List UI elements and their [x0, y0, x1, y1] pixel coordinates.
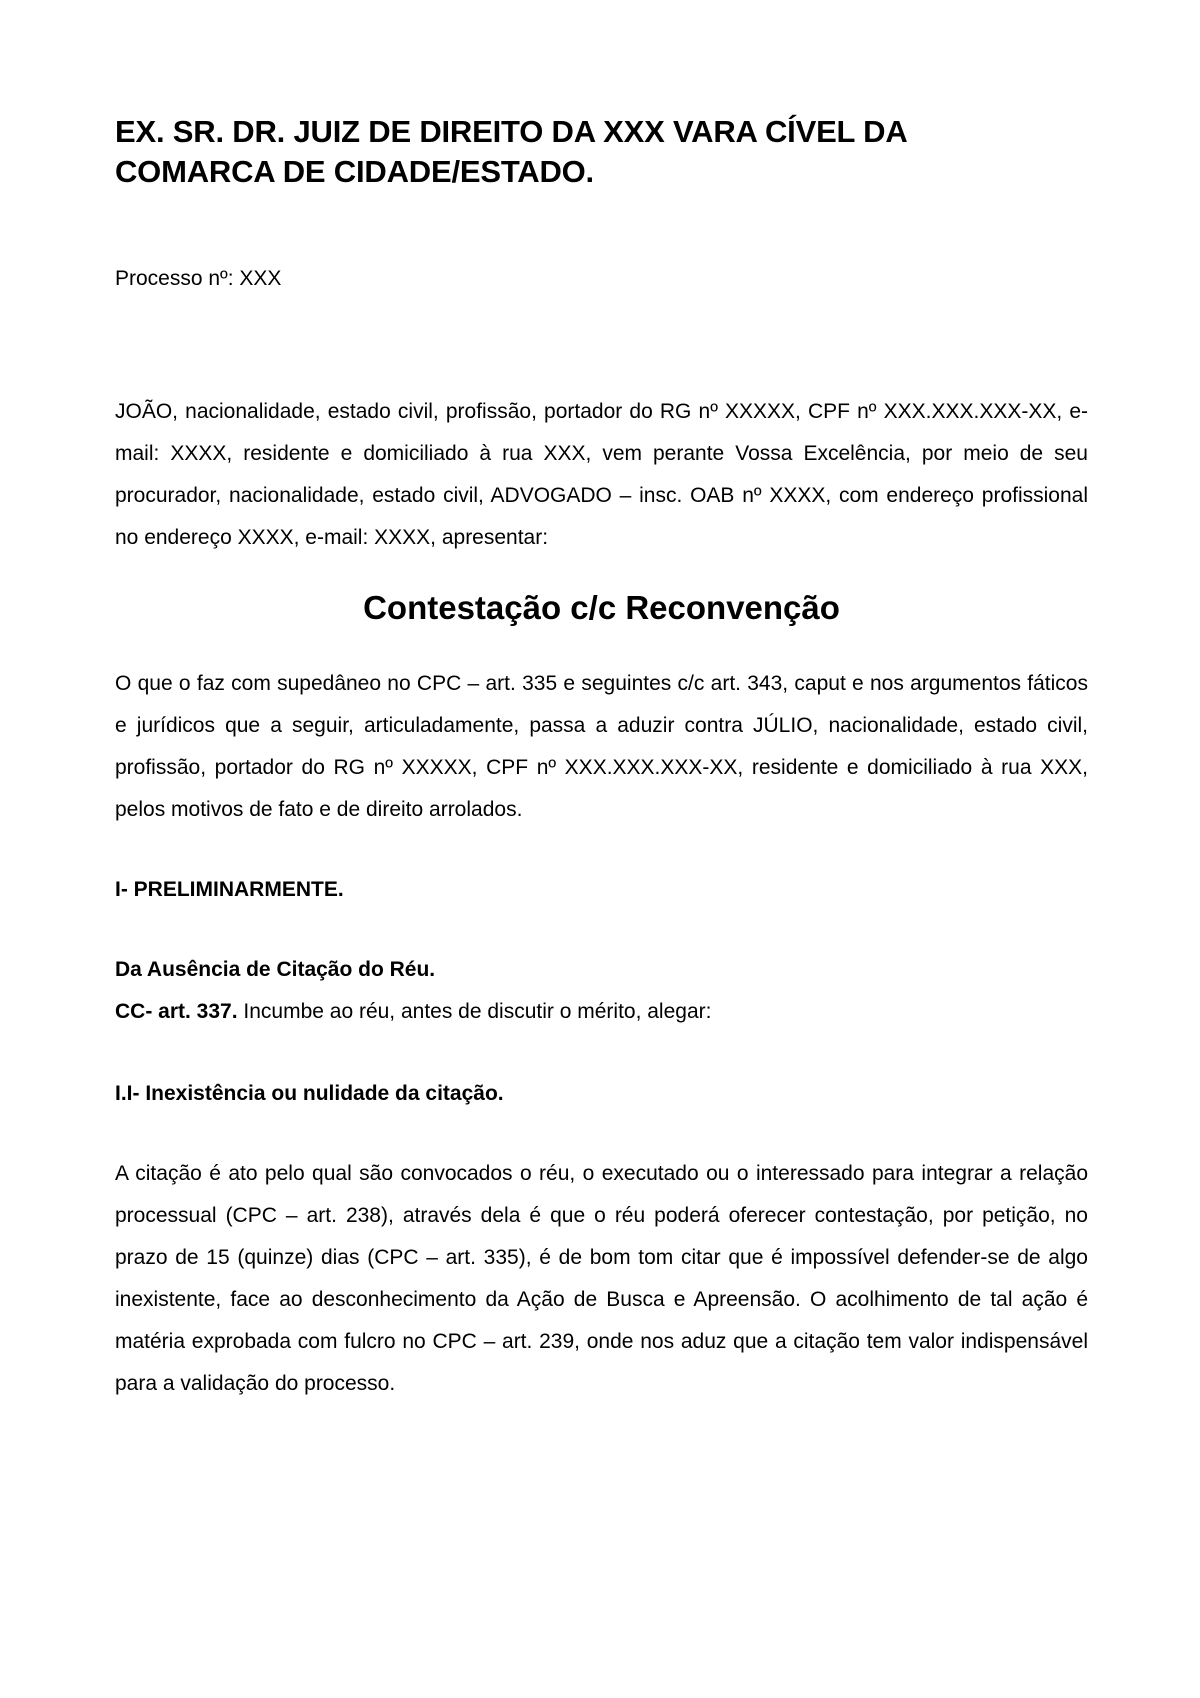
party-qualification-paragraph: JOÃO, nacionalidade, estado civil, profissão, portador do RG nº XXXXX, CPF nº XXX.XXX.XXX-XX, e-mail: XXXX, residente e domiciliado à rua XXX, vem perante Vossa Excelência, por meio de seu procurador, nacionalidade, estado civil, ADVOGADO – insc. OAB nº XXXX, com endereço profissional no endereço XXXX, e-mail: XXXX, apresentar:	[115, 400, 1088, 549]
law-text: Incumbe ao réu, antes de discutir o mérito, alegar:	[237, 1000, 712, 1023]
addressee-heading	[115, 112, 1088, 192]
process-number: Processo nº: XXX	[115, 267, 282, 290]
document-body	[115, 112, 1088, 1405]
subsection-title-absence-of-citation: Da Ausência de Citação do Réu.	[115, 958, 436, 981]
section-heading-preliminarily: I- PRELIMINARMENTE.	[115, 878, 344, 901]
citation-paragraph: A citação é ato pelo qual são convocados o réu, o executado ou o interessado para integrar a relação processual (CPC – art. 238), através dela é que o réu poderá oferecer contestação, por petição, no prazo de 15 (quinze) dias (CPC – art. 335), é de bom tom citar que é impossível defender-se de algo inexistente, face ao desconhecimento da Ação de Busca e Apreensão. O acolhimento de tal ação é matéria exprobada com fulcro no CPC – art. 239, onde nos aduz que a citação tem valor indispensável para a validação do processo.	[115, 1162, 1088, 1395]
addressee-line-1: EX. SR. DR. JUIZ DE DIREITO DA XXX VARA CÍVEL DA	[115, 114, 908, 149]
law-citation-line	[115, 991, 1088, 1033]
law-reference: CC- art. 337.	[115, 1000, 238, 1023]
intro-paragraph: O que o faz com supedâneo no CPC – art. 335 e seguintes c/c art. 343, caput e nos argumentos fáticos e jurídicos que a seguir, articuladamente, passa a aduzir contra JÚLIO, nacionalidade, estado civil, profissão, portador do RG nº XXXXX, CPF nº XXX.XXX.XXX-XX, residente e domiciliado à rua XXX, pelos motivos de fato e de direito arrolados.	[115, 672, 1088, 821]
subsubsection-title-citation-nullity: I.I- Inexistência ou nulidade da citação.	[115, 1082, 504, 1105]
document-title: Contestação c/c Reconvenção	[363, 589, 840, 626]
addressee-line-2: COMARCA DE CIDADE/ESTADO.	[115, 154, 594, 189]
